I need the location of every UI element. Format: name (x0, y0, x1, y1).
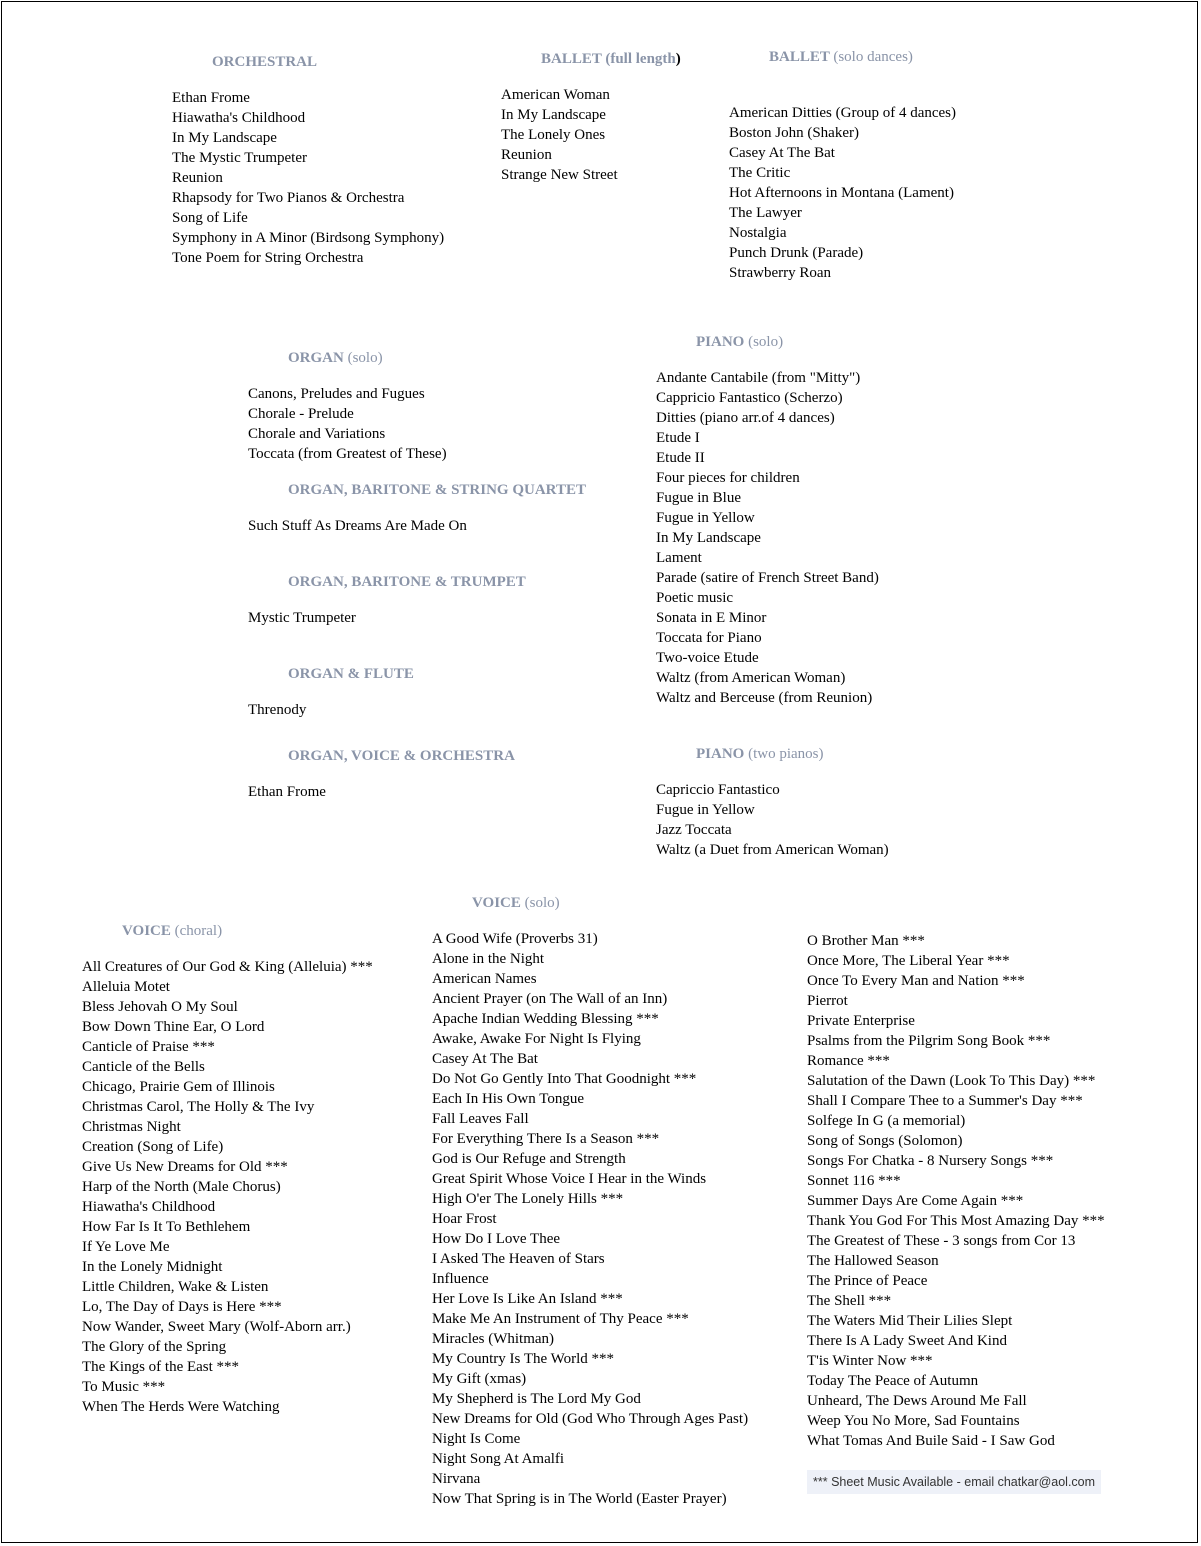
heading-subtitle: (solo) (347, 350, 383, 366)
list-item: Hiawatha's Childhood (172, 110, 306, 126)
list-item: Mystic Trumpeter (248, 610, 356, 626)
list-item: Each In His Own Tongue (432, 1091, 584, 1107)
list-item: Once More, The Liberal Year *** (807, 953, 1010, 969)
section-heading-organ-baritone-trumpet: ORGAN, BARITONE & TRUMPET (288, 574, 526, 590)
list-item: Alone in the Night (432, 951, 545, 967)
list-item: Ethan Frome (248, 784, 326, 800)
section-heading-organ-baritone-quartet: ORGAN, BARITONE & STRING QUARTET (288, 482, 586, 498)
list-item: Symphony in A Minor (Birdsong Symphony) (172, 230, 445, 246)
list-item: Christmas Carol, The Holly & The Ivy (82, 1099, 315, 1115)
list-item: Threnody (248, 702, 307, 718)
list-item: Solfege In G (a memorial) (807, 1113, 966, 1129)
list-item: Tone Poem for String Orchestra (172, 250, 364, 266)
organ-solo-list (248, 384, 447, 464)
list-item: Alleluia Motet (82, 979, 170, 995)
list-item: In My Landscape (656, 530, 761, 546)
orchestral-list (172, 88, 444, 268)
list-item: Casey At The Bat (729, 145, 835, 161)
list-item: Influence (432, 1271, 489, 1287)
list-item: Chorale and Variations (248, 426, 386, 442)
section-heading-organ-solo (288, 349, 383, 367)
list-item: Hoar Frost (432, 1211, 497, 1227)
list-item: High O'er The Lonely Hills *** (432, 1191, 624, 1207)
list-item: Casey At The Bat (432, 1051, 538, 1067)
list-item: Etude I (656, 430, 700, 446)
list-item: Bless Jehovah O My Soul (82, 999, 238, 1015)
list-item: Cappricio Fantastico (Scherzo) (656, 390, 843, 406)
list-item: For Everything There Is a Season *** (432, 1131, 660, 1147)
list-item: The Greatest of These - 3 songs from Cor 13 (807, 1233, 1076, 1249)
list-item: Christmas Night (82, 1119, 181, 1135)
heading-subtitle: (solo) (524, 895, 560, 911)
list-item: T'is Winter Now *** (807, 1353, 933, 1369)
list-item: Parade (satire of French Street Band) (656, 570, 879, 586)
list-item: Ditties (piano arr.of 4 dances) (656, 410, 835, 426)
list-item: Four pieces for children (656, 470, 800, 486)
list-item: Toccata (from Greatest of These) (248, 446, 447, 462)
list-item: Waltz and Berceuse (from Reunion) (656, 690, 873, 706)
heading-text: BALLET (full length (541, 51, 676, 67)
list-item: New Dreams for Old (God Who Through Ages Past) (432, 1411, 749, 1427)
list-item: The Shell *** (807, 1293, 892, 1309)
list-item: Strange New Street (501, 167, 618, 183)
list-item: Nostalgia (729, 225, 787, 241)
list-item: Waltz (a Duet from American Woman) (656, 842, 889, 858)
list-item: Fall Leaves Fall (432, 1111, 529, 1127)
list-item: How Do I Love Thee (432, 1231, 561, 1247)
organ-flute-list (248, 700, 306, 720)
list-item: Summer Days Are Come Again *** (807, 1193, 1024, 1209)
list-item: Give Us New Dreams for Old *** (82, 1159, 288, 1175)
list-item: Songs For Chatka - 8 Nursery Songs *** (807, 1153, 1054, 1169)
list-item: When The Herds Were Watching (82, 1399, 280, 1415)
list-item: Night Song At Amalfi (432, 1451, 565, 1467)
list-item: Rhapsody for Two Pianos & Orchestra (172, 190, 405, 206)
heading-text: PIANO (696, 746, 745, 762)
list-item: The Hallowed Season (807, 1253, 939, 1269)
section-heading-organ-flute: ORGAN & FLUTE (288, 666, 414, 682)
list-item: The Lonely Ones (501, 127, 606, 143)
list-item: Fugue in Yellow (656, 510, 755, 526)
list-item: Bow Down Thine Ear, O Lord (82, 1019, 265, 1035)
list-item: To Music *** (82, 1379, 166, 1395)
list-item: Now Wander, Sweet Mary (Wolf-Aborn arr.) (82, 1319, 351, 1335)
list-item: Waltz (from American Woman) (656, 670, 846, 686)
list-item: How Far Is It To Bethlehem (82, 1219, 251, 1235)
heading-subtitle: (two pianos) (748, 746, 824, 762)
ballet-full-list (501, 85, 618, 185)
list-item: Reunion (172, 170, 223, 186)
voice-choral-list (82, 957, 373, 1417)
list-item: Etude II (656, 450, 705, 466)
ballet-solo-list (729, 103, 956, 283)
list-item: Two-voice Etude (656, 650, 759, 666)
voice-solo-list-col2 (807, 931, 1105, 1451)
list-item: Canticle of Praise *** (82, 1039, 215, 1055)
voice-solo-list-col1 (432, 929, 748, 1509)
list-item: Harp of the North (Male Chorus) (82, 1179, 281, 1195)
list-item: Miracles (Whitman) (432, 1331, 555, 1347)
list-item: Boston John (Shaker) (729, 125, 859, 141)
heading-subtitle: (choral) (174, 923, 223, 939)
list-item: Lo, The Day of Days is Here *** (82, 1299, 282, 1315)
list-item: Punch Drunk (Parade) (729, 245, 864, 261)
section-heading-voice-choral (122, 922, 222, 940)
list-item: Song of Songs (Solomon) (807, 1133, 963, 1149)
list-item: The Waters Mid Their Lilies Slept (807, 1313, 1013, 1329)
list-item: My Shepherd is The Lord My God (432, 1391, 641, 1407)
heading-subtitle: (solo) (748, 334, 784, 350)
list-item: Fugue in Blue (656, 490, 741, 506)
piano-two-list (656, 780, 889, 860)
list-item: Great Spirit Whose Voice I Hear in the Winds (432, 1171, 707, 1187)
list-item: The Critic (729, 165, 791, 181)
list-item: Chicago, Prairie Gem of Illinois (82, 1079, 275, 1095)
list-item: Nirvana (432, 1471, 481, 1487)
list-item: American Woman (501, 87, 610, 103)
list-item: Apache Indian Wedding Blessing *** (432, 1011, 659, 1027)
list-item: American Names (432, 971, 537, 987)
list-item: Canticle of the Bells (82, 1059, 205, 1075)
list-item: Salutation of the Dawn (Look To This Day) *** (807, 1073, 1096, 1089)
list-item: Toccata for Piano (656, 630, 762, 646)
section-heading: ORCHESTRAL (212, 54, 318, 70)
heading-text: BALLET (769, 49, 830, 65)
list-item: Ethan Frome (172, 90, 250, 106)
list-item: Poetic music (656, 590, 734, 606)
list-item: If Ye Love Me (82, 1239, 170, 1255)
section-heading-ballet-full (541, 50, 681, 68)
list-item: Weep You No More, Sad Fountains (807, 1413, 1020, 1429)
list-item: Little Children, Wake & Listen (82, 1279, 269, 1295)
list-item: The Kings of the East *** (82, 1359, 240, 1375)
list-item: Reunion (501, 147, 552, 163)
list-item: I Asked The Heaven of Stars (432, 1251, 605, 1267)
list-item: What Tomas And Buile Said - I Saw God (807, 1433, 1055, 1449)
list-item: Pierrot (807, 993, 848, 1009)
list-item: The Mystic Trumpeter (172, 150, 307, 166)
list-item: The Prince of Peace (807, 1273, 928, 1289)
list-item: Sonata in E Minor (656, 610, 767, 626)
list-item: Unheard, The Dews Around Me Fall (807, 1393, 1027, 1409)
list-item: In My Landscape (172, 130, 277, 146)
list-item: My Gift (xmas) (432, 1371, 527, 1387)
list-item: Make Me An Instrument of Thy Peace *** (432, 1311, 689, 1327)
list-item: Today The Peace of Autumn (807, 1373, 979, 1389)
list-item: Do Not Go Gently Into That Goodnight *** (432, 1071, 697, 1087)
section-heading-piano-solo (696, 333, 783, 351)
list-item: Once To Every Man and Nation *** (807, 973, 1025, 989)
heading-paren: ) (675, 51, 681, 67)
list-item: Lament (656, 550, 702, 566)
list-item: In the Lonely Midnight (82, 1259, 223, 1275)
list-item: Canons, Preludes and Fugues (248, 386, 425, 402)
list-item: Private Enterprise (807, 1013, 915, 1029)
list-item: All Creatures of Our God & King (Alleluia) *** (82, 959, 373, 975)
section-heading-organ-voice-orchestra: ORGAN, VOICE & ORCHESTRA (288, 748, 515, 764)
list-item: Jazz Toccata (656, 822, 732, 838)
list-item: Night Is Come (432, 1431, 521, 1447)
section-heading-voice-solo (472, 894, 560, 912)
organ-baritone-quartet-list (248, 516, 467, 536)
list-item: Hot Afternoons in Montana (Lament) (729, 185, 954, 201)
list-item: Psalms from the Pilgrim Song Book *** (807, 1033, 1051, 1049)
organ-baritone-trumpet-list (248, 608, 356, 628)
list-item: My Country Is The World *** (432, 1351, 614, 1367)
list-item: Fugue in Yellow (656, 802, 755, 818)
list-item: Andante Cantabile (from "Mitty") (656, 370, 861, 386)
list-item: God is Our Refuge and Strength (432, 1151, 626, 1167)
section-heading-ballet-solo (769, 48, 913, 66)
list-item: Such Stuff As Dreams Are Made On (248, 518, 467, 534)
heading-text: VOICE (122, 923, 171, 939)
list-item: Hiawatha's Childhood (82, 1199, 216, 1215)
list-item: Creation (Song of Life) (82, 1139, 224, 1155)
list-item: Capriccio Fantastico (656, 782, 780, 798)
list-item: O Brother Man *** (807, 933, 925, 949)
list-item: Song of Life (172, 210, 248, 226)
list-item: Romance *** (807, 1053, 890, 1069)
list-item: The Lawyer (729, 205, 802, 221)
list-item: Chorale - Prelude (248, 406, 354, 422)
heading-text: PIANO (696, 334, 745, 350)
heading-text: ORGAN (288, 350, 344, 366)
heading-text: VOICE (472, 895, 521, 911)
list-item: Shall I Compare Thee to a Summer's Day *** (807, 1093, 1083, 1109)
list-item: American Ditties (Group of 4 dances) (729, 105, 957, 121)
section-orchestral (212, 53, 317, 71)
sheet-music-note: *** Sheet Music Available - email chatkar@aol.com (807, 1470, 1101, 1494)
list-item: Awake, Awake For Night Is Flying (432, 1031, 641, 1047)
organ-voice-orchestra-list (248, 782, 326, 802)
list-item: Thank You God For This Most Amazing Day *** (807, 1213, 1105, 1229)
list-item: A Good Wife (Proverbs 31) (432, 931, 598, 947)
list-item: Strawberry Roan (729, 265, 832, 281)
piano-solo-list (656, 368, 879, 708)
list-item: The Glory of the Spring (82, 1339, 227, 1355)
list-item: There Is A Lady Sweet And Kind (807, 1333, 1007, 1349)
list-item: Now That Spring is in The World (Easter Prayer) (432, 1491, 727, 1507)
list-item: Sonnet 116 *** (807, 1173, 901, 1189)
list-item: In My Landscape (501, 107, 606, 123)
section-heading-piano-two (696, 745, 824, 763)
list-item: Ancient Prayer (on The Wall of an Inn) (432, 991, 668, 1007)
heading-subtitle: (solo dances) (833, 49, 913, 65)
list-item: Her Love Is Like An Island *** (432, 1291, 623, 1307)
